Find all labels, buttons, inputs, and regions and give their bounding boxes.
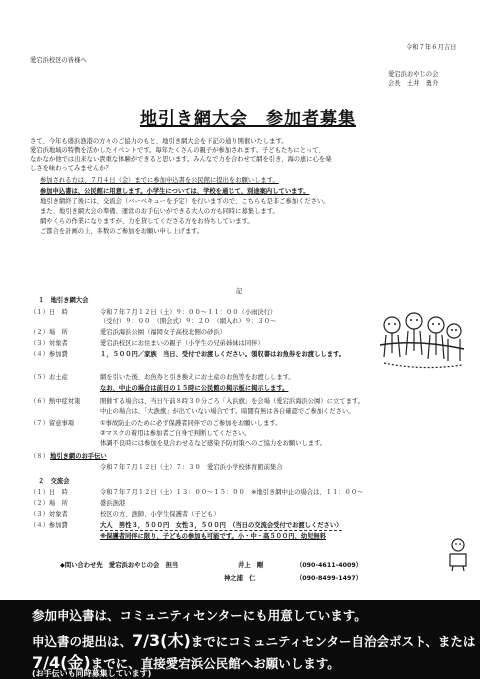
notice-line: 地引き網終了後には、交流会（バーベキューを予定）を行いますので、こちらも是非ご参加ください。: [40, 198, 330, 205]
detail-label: （４）参加費: [30, 351, 68, 358]
contact-person-2: 神之浦 仁: [224, 575, 256, 582]
contact-phone-1: （090-4611-4009）: [296, 562, 363, 569]
detail-label: （１）日 時: [30, 489, 68, 496]
helper-heading: 地引き網のお手伝い: [50, 453, 107, 460]
ki-mark: 記: [236, 288, 243, 295]
detail-label: （３）対象者: [30, 511, 68, 518]
contact-person-1: 井上 剛: [238, 562, 264, 569]
detail-label: （６）熱中症対策: [30, 398, 81, 405]
banner-text: までに、直接愛宕浜公民館へお願いします。: [90, 656, 340, 671]
detail-label: （５）お土産: [30, 374, 68, 381]
intro-line: しさを味わってみませんか？: [30, 165, 112, 172]
notice-deadline: 参加される方は、７月４日（金）までに参加申込書を公民館に提出をお願いします。: [40, 177, 279, 184]
contact-label: ◆問い合わせ先 愛宕浜おやじの会 担当: [60, 562, 179, 569]
contact-phone-2: （090-8499-1497）: [296, 575, 363, 582]
detail-value: 開催する場合は、当日午前８時３０分ごろ「入浜旗」を会場（愛宕浜海浜公園）に立てます。: [100, 398, 364, 405]
banner-line-2: [32, 628, 475, 651]
detail-value: ①事故防止のために必ず保護者同伴でのご参加をお願いします。: [100, 420, 282, 427]
section-heading: ２ 交流会: [38, 478, 70, 485]
detail-label: （４）参加費: [30, 522, 68, 529]
detail-value: ②マスクの着用は参加者ご自身で判断してください。: [100, 430, 251, 437]
president-name: 会長 土井 勇介: [388, 80, 439, 87]
detail-value: １，５００円／家族 当日、受付でお渡しください。領収書はお魚券をお渡しします。: [100, 351, 346, 358]
banner-text: までにコミュニティセンター自治会ポスト、または: [190, 634, 476, 649]
notice-line: 網やくらの作業になりますが、力を貸してくださる方をお待ちしています。: [40, 218, 254, 225]
detail-value: 中止の場合は、「大漁旗」が出ていない場合です。暗闇有無は各自確認でご参加ください。: [100, 408, 355, 415]
addressee: 愛宕浜校区の皆様へ: [30, 57, 87, 64]
intro-line: 愛宕浜地域の特徴を活かしたイベントです。毎年たくさんの親子が参加されます。子どもたちにとって、: [30, 147, 325, 154]
application-banner: [0, 600, 480, 679]
kids-pulling-net-illustration: [378, 305, 464, 377]
detail-label: （２）場 所: [30, 500, 68, 507]
organization-name: 愛宕浜おやじの会: [388, 71, 439, 78]
detail-value: 令和７年７月１２日（土）１３：００～１５：００ ※地引き網中止の場合は、１１：００～: [100, 489, 364, 496]
detail-label: （７）留意事項: [30, 420, 75, 427]
detail-value: 校区の方、漁師、小学生保護者（子ども）: [100, 511, 220, 518]
detail-label: （１）日 時: [30, 309, 68, 316]
page-title: 地引き網大会 参加者募集: [140, 109, 356, 129]
detail-label: （８）: [30, 453, 49, 460]
cancellation-notice: なお、中止の場合は前日の１５時に公民館の掲示板に掲示します。: [100, 385, 289, 392]
intro-line: なかなか他では出来ない貴重な体験ができると思います。みんなで力を合わせて網を引き、海の恵に心を楽: [30, 156, 332, 163]
detail-value: （受付）９：００ （開会式）９：２０ （網入れ）９：３０～: [100, 318, 277, 325]
detail-value: 愛宕浜校区にお住まいの親子（小学生の兄弟姉妹は同伴）: [100, 340, 264, 347]
detail-value: 令和７年７月１２日（土）９：００～１１：００（小雨決行）: [100, 309, 277, 316]
banner-date-1: 7/3(木): [132, 631, 191, 650]
section-heading: １ 地引き網大会: [38, 297, 89, 304]
child-illustration: [444, 536, 472, 572]
detail-value: 網を引いた後、お魚券と引き換えにお土産のお魚等をお渡しします。: [100, 374, 295, 381]
banner-date-2: 7/4(金): [32, 653, 91, 672]
detail-value: ※保護者同伴に限り、子どもの参加も可能です。小・中・高５００円、幼児無料: [100, 533, 327, 540]
banner-line-1: 参加申込書は、コミュニティセンターにも用意しています。: [32, 608, 367, 623]
detail-label: （２）場 所: [30, 329, 68, 336]
intro-line: さて、今年も盛浜漁港の方々のご協力のもと、地引き網大会を下記の通り開催いたします。: [30, 138, 288, 145]
detail-value: 体調不良時には参加を見合わせるなど感染予防対策へのご協力をお願いします。: [100, 440, 327, 447]
detail-label: （３）対象者: [30, 340, 68, 347]
document-date: 令和７年６月吉日: [406, 44, 457, 51]
detail-value: 愛宕浜海浜公園（福岡女子高校北側の砂浜）: [100, 329, 226, 336]
banner-text: 申込書の提出は、: [32, 634, 133, 649]
detail-value: 盛浜漁港: [100, 500, 126, 507]
notice-line: 参加申込書は、公民館に用意します。小学生については、学校を通じて、別途案内しています。: [40, 188, 310, 195]
detail-value: 令和７年７月１２日（土）７：３０ 愛宕浜小学校体育館前集合: [100, 464, 283, 471]
notice-line: ご都合を計画の上、多数のご参加をお願い申し上げます。: [40, 228, 204, 235]
banner-line-4: (お手伝いも同時募集しています): [32, 669, 152, 678]
detail-value: 大人 男性３，５００円 女性３，５００円 （当日の交流会受付でお渡しください）: [100, 522, 343, 529]
notice-line: また、地引き網大会の準備、運営のお手伝いができる大人の方も同時に募集します。: [40, 208, 279, 215]
